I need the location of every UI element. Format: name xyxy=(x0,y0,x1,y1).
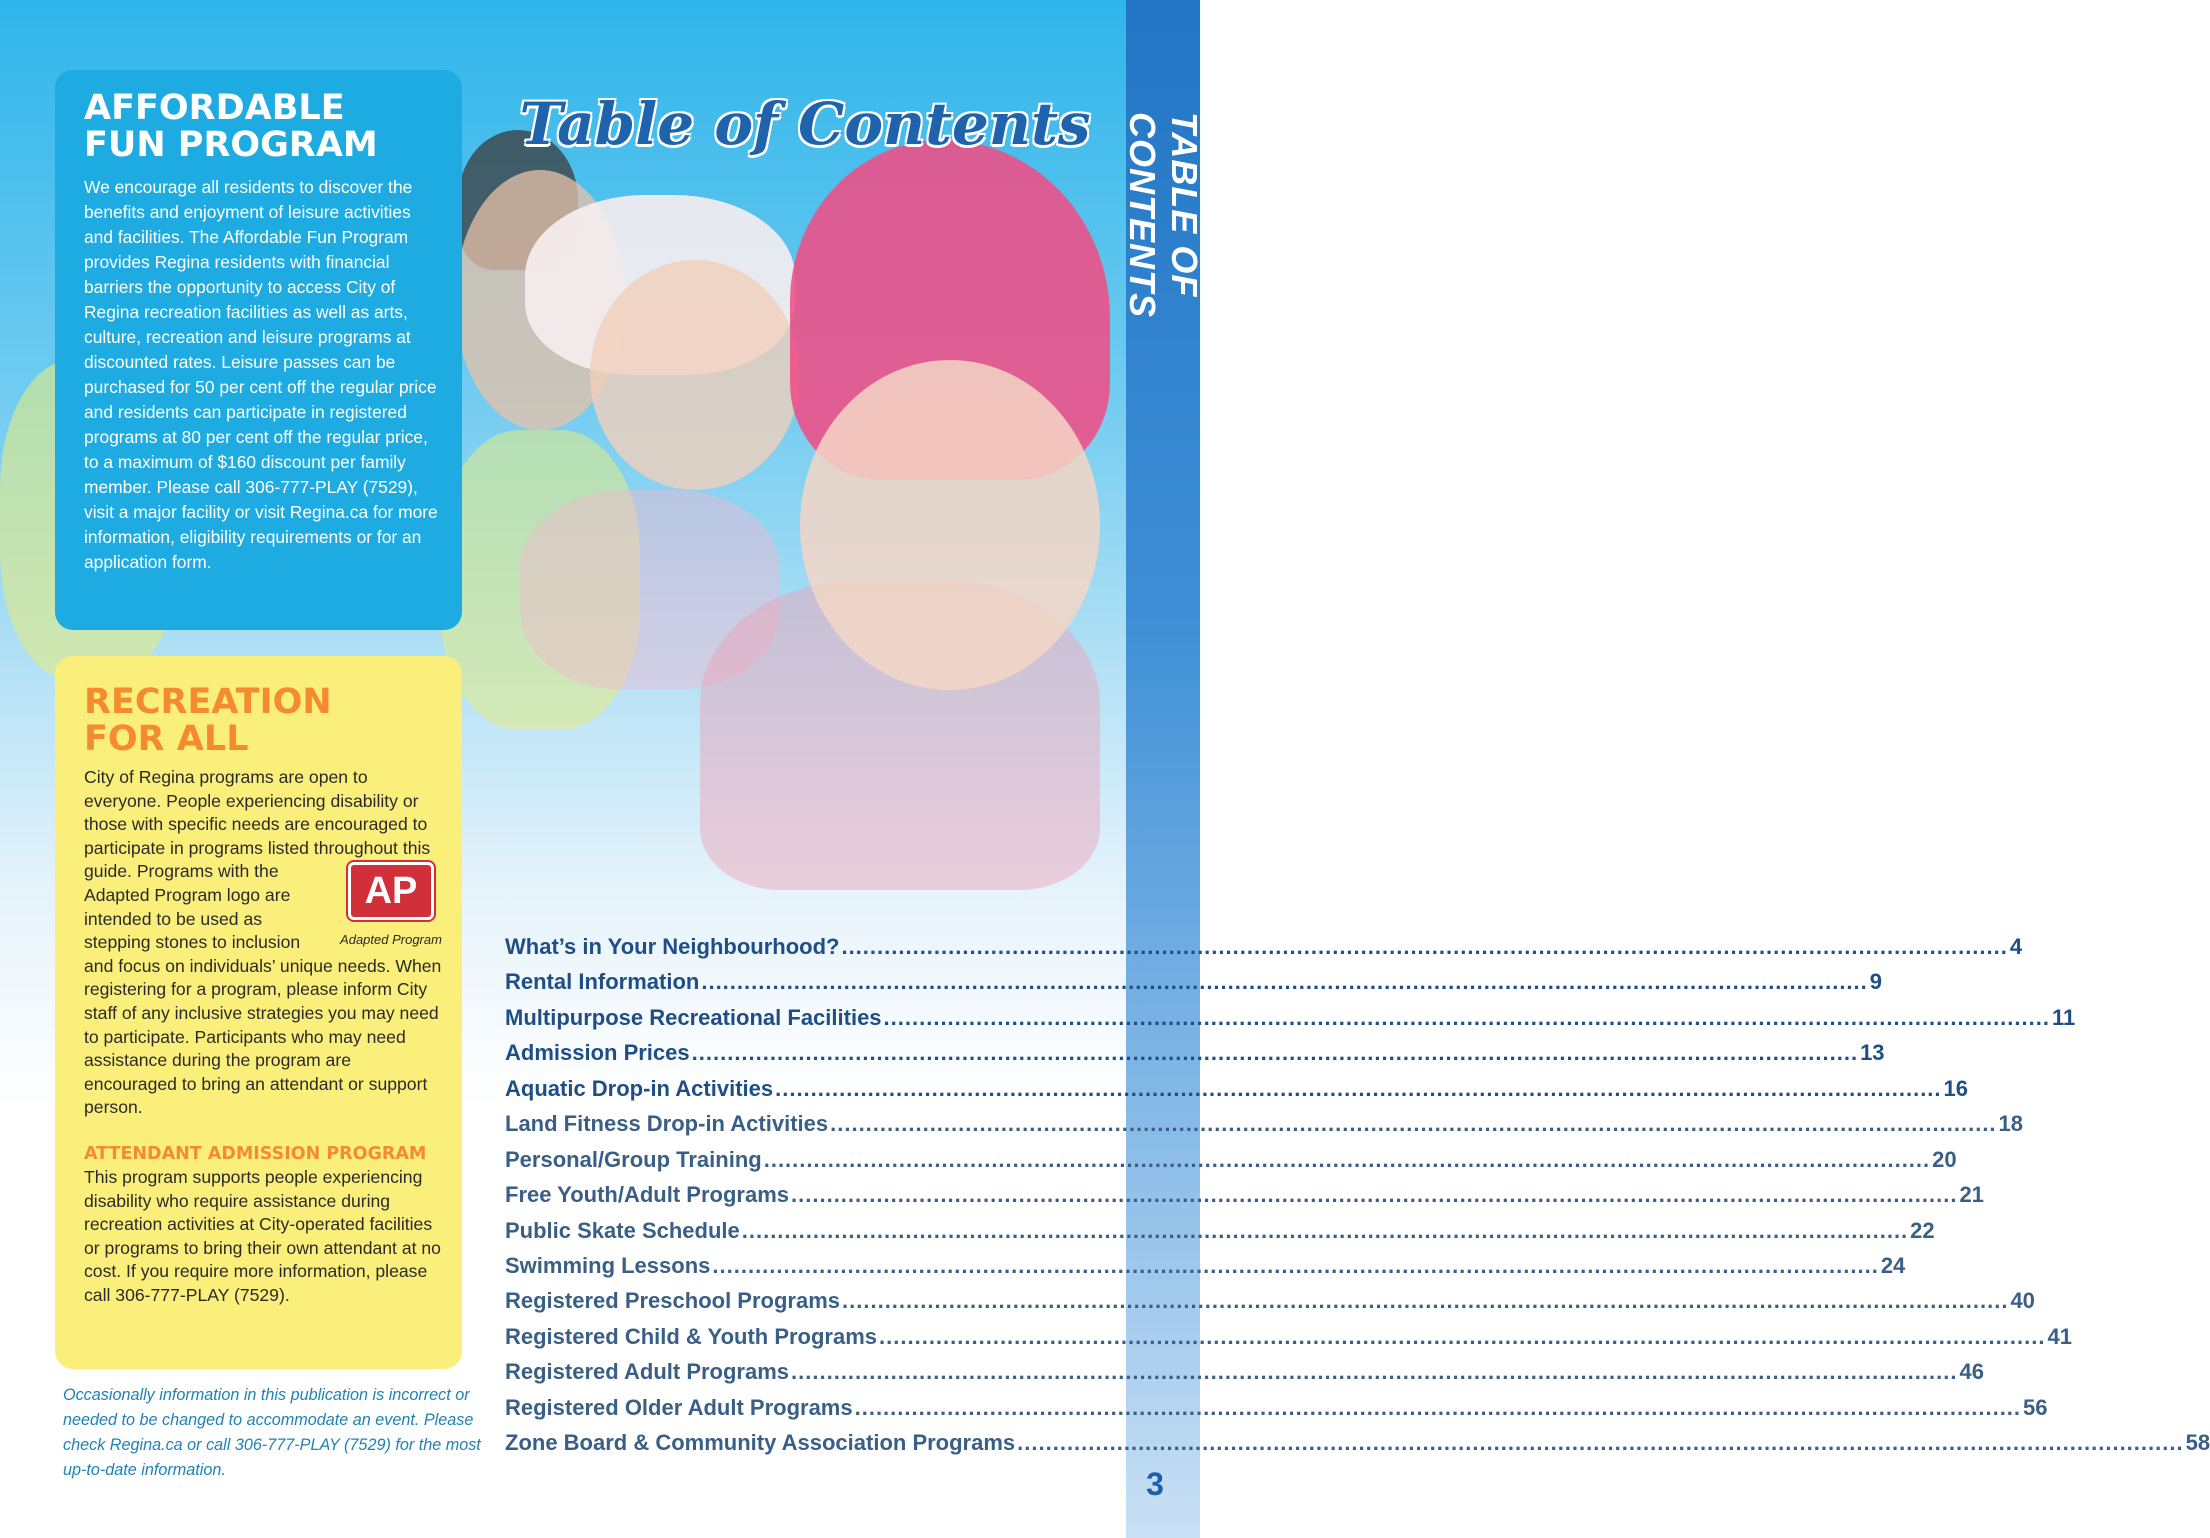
toc-dot-leader xyxy=(830,1111,1996,1137)
sidebar-title xyxy=(1122,112,1205,472)
toc-entry-title: Zone Board & Community Association Programs xyxy=(505,1430,1016,1456)
toc-entry-page: 58 xyxy=(2185,1430,2210,1456)
recreation-for-all-card xyxy=(55,656,462,1369)
toc-entry-title: Public Skate Schedule xyxy=(505,1217,740,1243)
toc-entry-page: 22 xyxy=(1910,1217,1935,1243)
toc-row[interactable] xyxy=(505,1323,2072,1359)
toc-dot-leader xyxy=(742,1218,1908,1244)
recreation-for-all-heading: RECREATION FOR ALL xyxy=(84,682,332,759)
toc-row[interactable] xyxy=(505,1182,1984,1217)
toc-entry-page: 20 xyxy=(1932,1146,1957,1172)
toc-entry-title: Registered Child & Youth Programs xyxy=(505,1323,878,1349)
toc-row[interactable] xyxy=(505,1394,2048,1430)
toc-entry-page: 41 xyxy=(2047,1323,2072,1349)
page-number: 3 xyxy=(1146,1466,1164,1502)
toc-entry-page: 16 xyxy=(1943,1075,1969,1101)
toc-dot-leader xyxy=(712,1253,1878,1279)
toc-entry-page: 40 xyxy=(2010,1288,2035,1314)
toc-dot-leader xyxy=(692,1040,1858,1066)
toc-entry-title: Registered Older Adult Programs xyxy=(505,1394,853,1420)
toc-row[interactable] xyxy=(505,1359,1984,1394)
toc-entry-page: 9 xyxy=(1869,969,1883,995)
affordable-fun-heading: AFFORDABLE FUN PROGRAM xyxy=(84,88,378,165)
toc-dot-leader xyxy=(701,969,1867,995)
toc-entry-page: 21 xyxy=(1959,1182,1984,1208)
attendant-admission-heading: ATTENDANT ADMISSION PROGRAM xyxy=(84,1143,427,1164)
toc-dot-leader xyxy=(791,1182,1957,1208)
ap-logo-badge: AP xyxy=(348,862,434,920)
affordable-fun-body: We encourage all residents to discover the benefits and enjoyment of leisure activities and facilities. The Affordable Fun Program provides Regina residents with financial barriers the opportunity to access City of Regina recreation facilities as well as arts, culture, recreation and leisure programs at discounted rates. Leisure passes can be purchased for 50 per cent off the regular price and residents can participate in registered programs at 80 per cent off the regular price, to a maximum of $160 discount per family member. Please call 306-777-PLAY (7529), visit a major facility or visit Regina.ca for more information, eligibility requirements or for an application form. xyxy=(84,177,438,572)
toc-row[interactable] xyxy=(505,1430,2210,1465)
attendant-admission-body: This program supports people experiencing disability who require assistance during recreation activities at City-operated facilities or programs to bring their own attendant at no cost. If you require more information, please call 306-777-PLAY (7529). xyxy=(84,1166,441,1305)
toc-entry-page: 11 xyxy=(2051,1004,2076,1030)
photo-face-middle xyxy=(590,260,800,490)
toc-row[interactable] xyxy=(505,1146,1957,1182)
toc-dot-leader xyxy=(841,934,2007,960)
toc-row[interactable] xyxy=(505,934,2023,969)
toc-row[interactable] xyxy=(505,969,1883,1004)
toc-entry-title: Registered Adult Programs xyxy=(505,1359,790,1385)
toc-entry-page: 13 xyxy=(1860,1040,1885,1066)
affordable-fun-card xyxy=(55,70,462,630)
sidebar-title-text: TABLE OF CONTENTS xyxy=(1122,112,1205,318)
toc-dot-leader xyxy=(764,1147,1930,1173)
toc-entry-page: 24 xyxy=(1880,1252,1906,1278)
recreation-for-all-body: City of Regina programs are open to everyone. People experiencing disability or those with specific needs are encouraged to participate in programs listed throughout this guide. Programs with the AP Adapted Program Adapted Program logo are intended to be used as stepping stones to inclusion and focus on individuals’ unique needs. When registering for a program, please inform City staff of any inclusive strategies you may need to participate. Participants who may need assistance during the program are encouraged to bring an attendant or support person. xyxy=(84,767,441,1117)
toc-dot-leader xyxy=(775,1076,1941,1102)
page-title: Table of Contents xyxy=(519,90,1091,158)
ap-logo-caption: Adapted Program xyxy=(340,932,442,948)
toc-entry-page: 18 xyxy=(1998,1111,2024,1137)
toc-entry-title: Aquatic Drop-in Activities xyxy=(505,1075,774,1101)
toc-dot-leader xyxy=(1017,1430,2183,1456)
toc-entry-title: Rental Information xyxy=(505,969,700,995)
toc-entry-title: Personal/Group Training xyxy=(505,1146,762,1172)
toc-row[interactable] xyxy=(505,1040,1885,1075)
toc-entry-page: 46 xyxy=(1959,1359,1984,1385)
toc-entry-title: Swimming Lessons xyxy=(505,1252,711,1278)
toc-dot-leader xyxy=(884,1005,2050,1031)
toc-row[interactable] xyxy=(505,1004,2076,1040)
toc-entry-title: Admission Prices xyxy=(505,1040,690,1066)
toc-dot-leader xyxy=(879,1324,2045,1350)
toc-row[interactable] xyxy=(505,1111,2024,1146)
toc-row[interactable] xyxy=(505,1217,1935,1253)
toc-row[interactable] xyxy=(505,1252,1906,1288)
toc-entry-title: Multipurpose Recreational Facilities xyxy=(505,1004,882,1030)
toc-dot-leader xyxy=(791,1359,1957,1385)
photo-face-right xyxy=(800,360,1100,690)
toc-dot-leader xyxy=(842,1288,2008,1314)
toc-list xyxy=(505,934,2210,1466)
toc-entry-title: Registered Preschool Programs xyxy=(505,1288,841,1314)
toc-row[interactable] xyxy=(505,1075,1969,1111)
toc-entry-title: Free Youth/Adult Programs xyxy=(505,1182,790,1208)
recreation-for-all-body-wrap xyxy=(84,766,446,1120)
toc-entry-title: What’s in Your Neighbourhood? xyxy=(505,934,840,959)
toc-entry-page: 4 xyxy=(2009,934,2023,959)
adapted-program-logo xyxy=(336,862,446,952)
toc-row[interactable] xyxy=(505,1288,2035,1323)
toc-entry-title: Land Fitness Drop-in Activities xyxy=(505,1111,829,1137)
toc-dot-leader xyxy=(855,1395,2021,1421)
disclaimer-note: Occasionally information in this publication is incorrect or needed to be changed to accommodate an event. Please check Regina.ca or call 306-777-PLAY (7529) for the most up-to-date information. xyxy=(63,1386,481,1479)
toc-entry-page: 56 xyxy=(2023,1394,2048,1420)
